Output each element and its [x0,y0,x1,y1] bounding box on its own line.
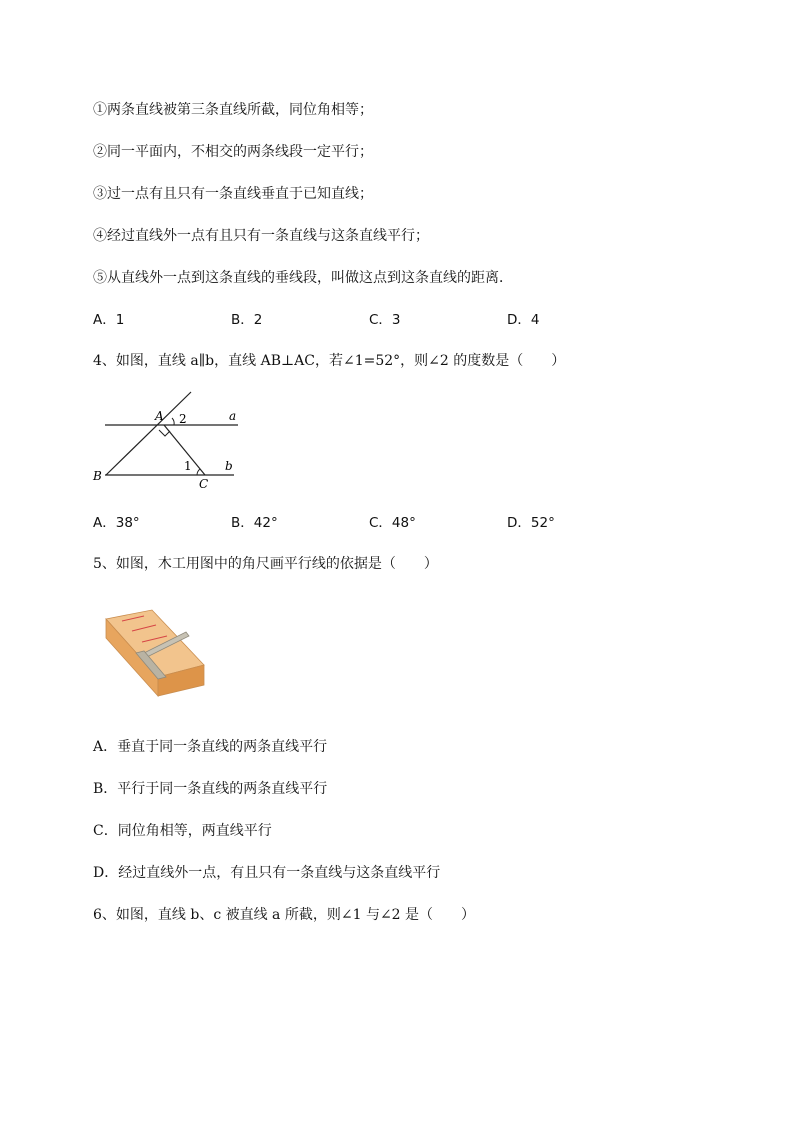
angle-2-arc [172,418,174,425]
q3-option-c: C．3 [369,312,401,328]
q3-option-b: B．2 [231,312,263,328]
q5-option-d: D．经过直线外一点，有且只有一条直线与这条直线平行 [93,865,441,881]
q6-stem: 6、如图，直线 b、c 被直线 a 所截，则∠1 与∠2 是（ ） [93,907,476,923]
label-1: 1 [184,459,192,473]
q5-option-c: C．同位角相等，两直线平行 [93,823,272,839]
q3-statement-4: ④经过直线外一点有且只有一条直线与这条直线平行； [93,228,429,244]
q4-option-b: B．42° [231,515,278,531]
label-C: C [199,477,209,491]
q3-option-d: D．4 [507,312,540,328]
q3-statement-3: ③过一点有且只有一条直线垂直于已知直线； [93,186,373,202]
q4-option-c: C．48° [369,515,416,531]
q3-statement-1: ①两条直线被第三条直线所截，同位角相等； [93,102,373,118]
q5-option-a: A．垂直于同一条直线的两条直线平行 [93,739,328,755]
q4-stem: 4、如图，直线 a∥b，直线 AB⊥AC，若∠1=52°，则∠2 的度数是（ ） [93,353,566,369]
label-b: b [225,459,233,473]
label-2: 2 [179,412,187,426]
label-A: A [155,409,164,423]
q3-option-a: A．1 [93,312,125,328]
line-ab [106,392,191,475]
label-B: B [93,469,102,483]
q5-stem: 5、如图，木工用图中的角尺画平行线的依据是（ ） [93,556,438,572]
q4-option-d: D．52° [507,515,555,531]
q3-statement-5: ⑤从直线外一点到这条直线的垂线段，叫做这点到这条直线的距离． [93,270,513,286]
q4-figure [88,385,258,493]
q5-option-b: B．平行于同一条直线的两条直线平行 [93,781,328,797]
q4-option-a: A．38° [93,515,140,531]
carpenter-square-illustration [100,605,210,697]
angle-1-arc [197,469,200,475]
label-a: a [229,409,237,423]
q3-statement-2: ②同一平面内，不相交的两条线段一定平行； [93,144,373,160]
